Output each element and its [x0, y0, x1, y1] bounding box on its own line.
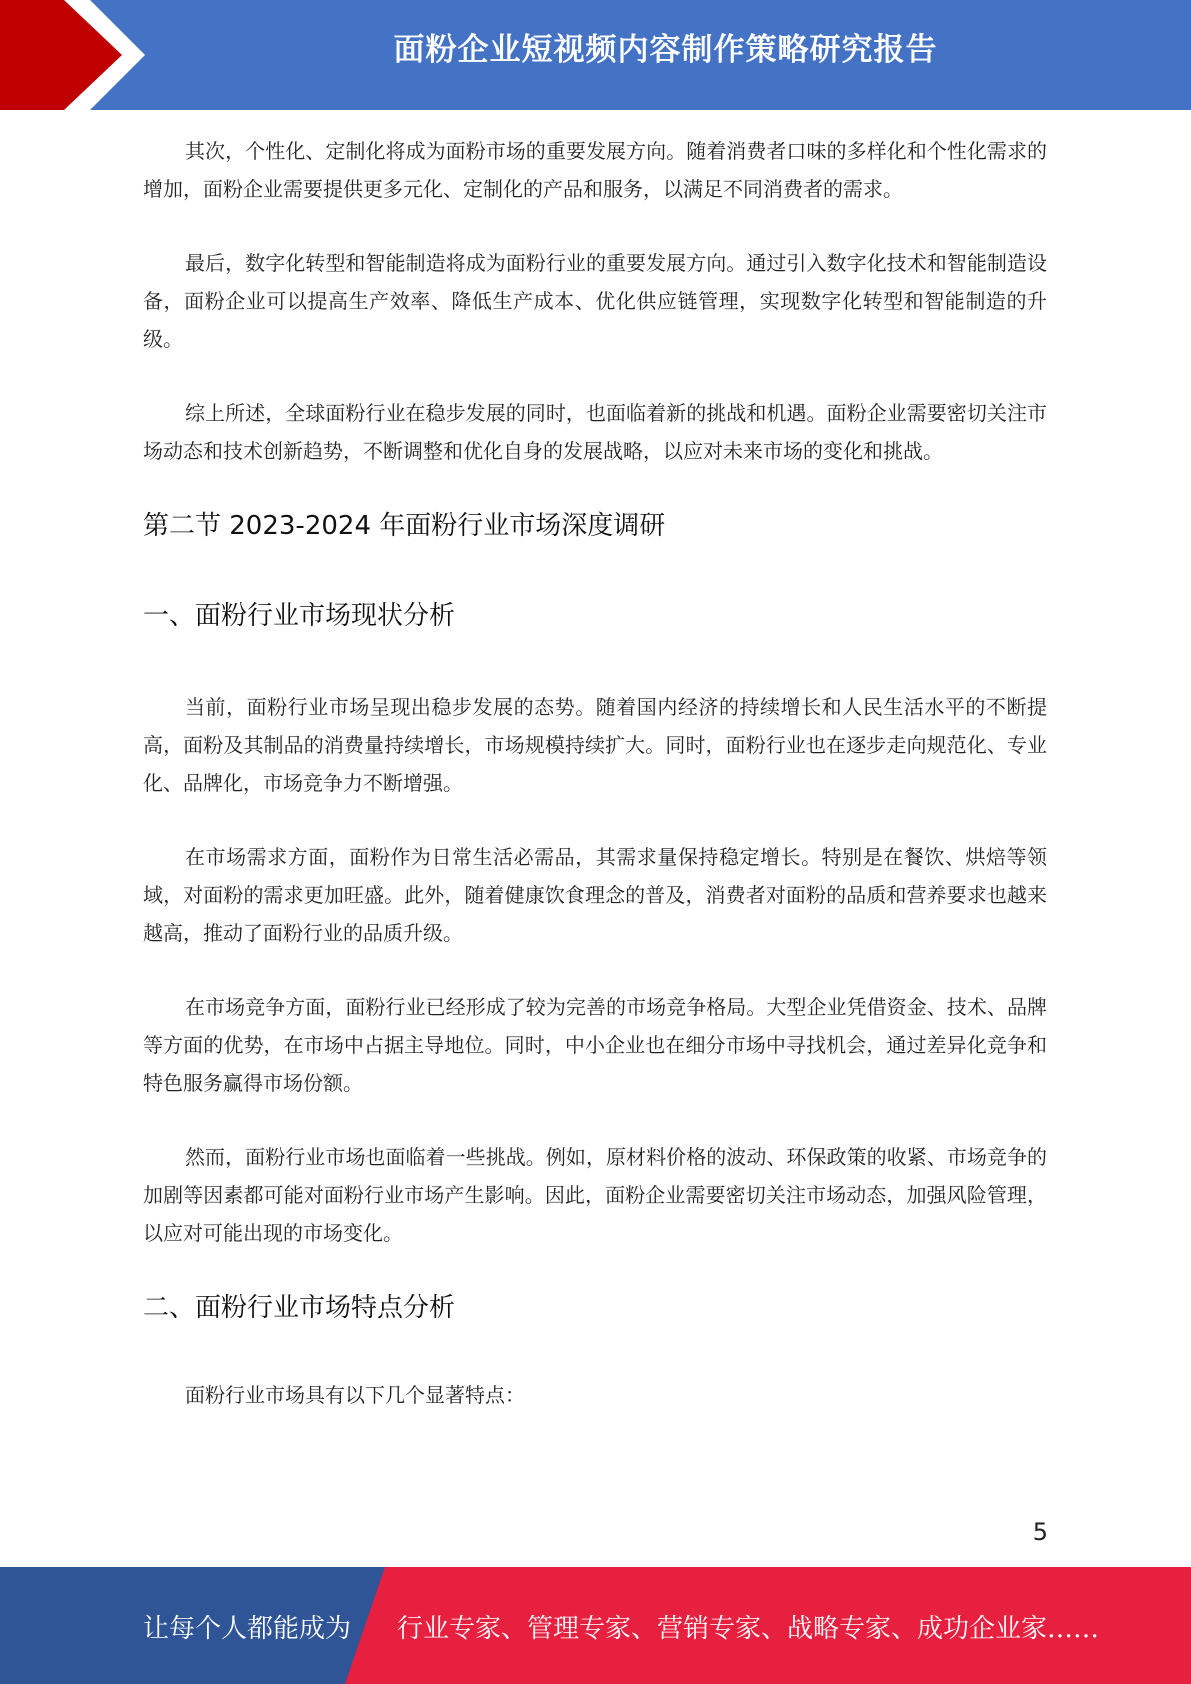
page-footer	[0, 1567, 1191, 1684]
page-number: 5	[1032, 1518, 1048, 1546]
header-arrow-decoration	[0, 0, 160, 110]
page-header	[0, 0, 1191, 110]
section-heading: 第二节 2023-2024 年面粉行业市场深度调研	[143, 511, 666, 541]
paragraph: 然而，面粉行业市场也面临着一些挑战。例如，原材料价格的波动、环保政策的收紧、市场竞争的加剧等因素都可能对面粉行业市场产生影响。因此，面粉企业需要密切关注市场动态，加强风险管理，以应对可能出现的市场变化。	[143, 1145, 1047, 1245]
subsection-heading: 二、面粉行业市场特点分析	[143, 1293, 456, 1323]
paragraph: 最后，数字化转型和智能制造将成为面粉行业的重要发展方向。通过引入数字化技术和智能制造设备，面粉企业可以提高生产效率、降低生产成本、优化供应链管理，实现数字化转型和智能制造的升级。	[143, 251, 1047, 351]
subsection-heading: 一、面粉行业市场现状分析	[143, 601, 456, 631]
footer-slogan-right: 行业专家、管理专家、营销专家、战略专家、成功企业家……	[397, 1614, 1100, 1644]
paragraph: 综上所述，全球面粉行业在稳步发展的同时，也面临着新的挑战和机遇。面粉企业需要密切关注市场动态和技术创新趋势，不断调整和优化自身的发展战略，以应对未来市场的变化和挑战。	[143, 401, 1047, 463]
page-content	[143, 132, 1047, 1450]
report-title: 面粉企业短视频内容制作策略研究报告	[393, 32, 938, 68]
paragraph: 当前，面粉行业市场呈现出稳步发展的态势。随着国内经济的持续增长和人民生活水平的不断提高，面粉及其制品的消费量持续增长，市场规模持续扩大。同时，面粉行业也在逐步走向规范化、专业化、品牌化，市场竞争力不断增强。	[143, 695, 1047, 795]
paragraph: 其次，个性化、定制化将成为面粉市场的重要发展方向。随着消费者口味的多样化和个性化需求的增加，面粉企业需要提供更多元化、定制化的产品和服务，以满足不同消费者的需求。	[143, 139, 1047, 201]
paragraph: 面粉行业市场具有以下几个显著特点：	[185, 1383, 525, 1407]
paragraph: 在市场需求方面，面粉作为日常生活必需品，其需求量保持稳定增长。特别是在餐饮、烘焙等领域，对面粉的需求更加旺盛。此外，随着健康饮食理念的普及，消费者对面粉的品质和营养要求也越来越高，推动了面粉行业的品质升级。	[143, 845, 1047, 945]
paragraph: 在市场竞争方面，面粉行业已经形成了较为完善的市场竞争格局。大型企业凭借资金、技术、品牌等方面的优势，在市场中占据主导地位。同时，中小企业也在细分市场中寻找机会，通过差异化竞争和特色服务赢得市场份额。	[143, 995, 1047, 1095]
footer-slogan-left: 让每个人都能成为	[143, 1614, 352, 1644]
